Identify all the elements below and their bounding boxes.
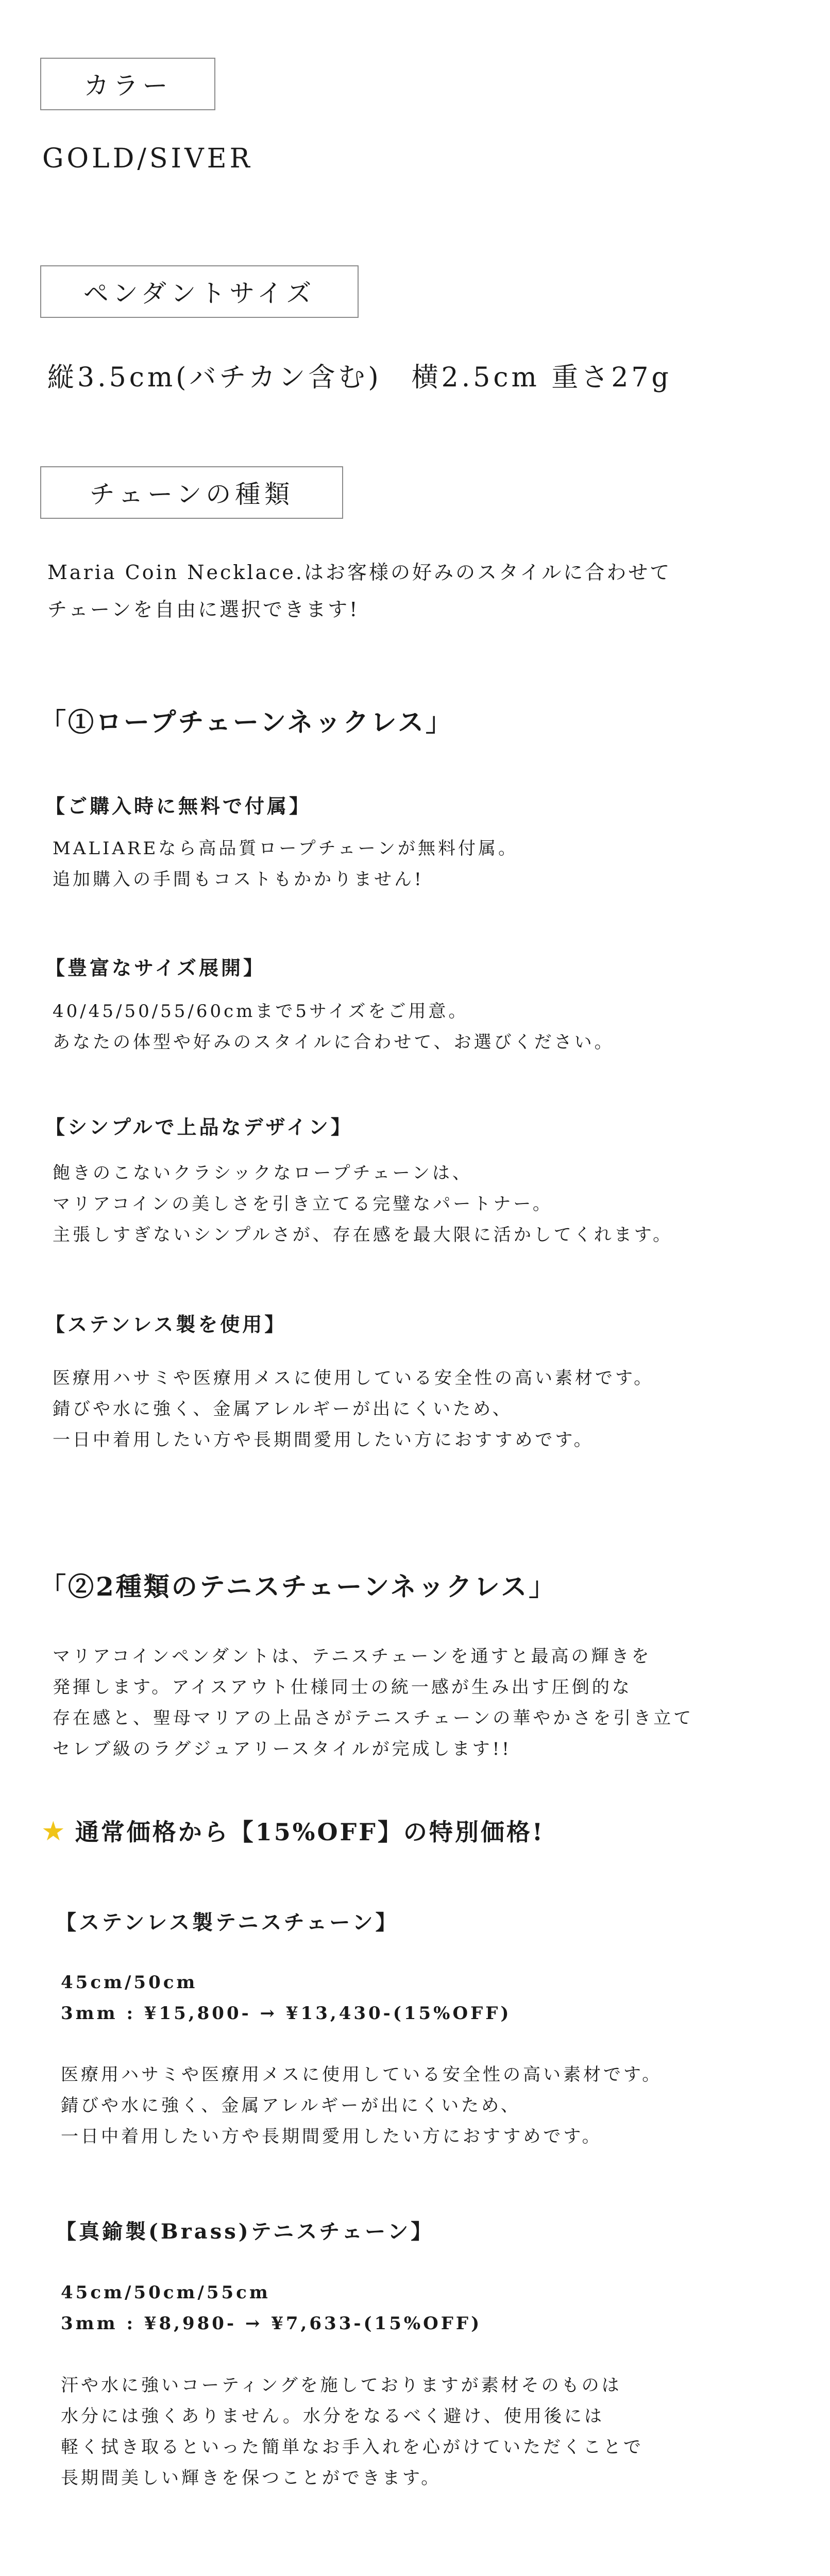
brass-body [61, 2370, 643, 2494]
feature-body [53, 1158, 673, 1250]
feature-line: あなたの体型や好みのスタイルに合わせて、お選びください。 [53, 1032, 615, 1053]
tennis-intro [53, 1641, 693, 1765]
feature-heading: 【豊富なサイズ展開】 [45, 956, 265, 979]
feature-line: マリアコインの美しさを引き立てる完璧なパートナー。 [53, 1194, 553, 1214]
brass-price: 3mm : ¥8,980- → ¥7,633-(15%OFF) [61, 2313, 482, 2334]
feature-body [53, 996, 615, 1058]
chain-label-text: チェーンの種類 [89, 480, 294, 509]
tennis-chain-title: 「②2種類のテニスチェーンネックレス」 [40, 1571, 557, 1602]
chain-section-label [40, 466, 343, 519]
stainless-line: 医療用ハサミや医療用メスに使用している安全性の高い素材です。 [61, 2064, 663, 2085]
stainless-body [61, 2059, 662, 2152]
color-label-text: カラー [83, 71, 172, 100]
feature-body [53, 1363, 654, 1455]
feature-heading: 【シンプルで上品なデザイン】 [45, 1115, 353, 1139]
tennis-intro-line: マリアコインペンダントは、テニスチェーンを通すと最高の輝きを [53, 1646, 652, 1667]
brass-sizes: 45cm/50cm/55cm [61, 2282, 270, 2303]
tennis-intro-line: セレブ級のラグジュアリースタイルが完成します!! [53, 1739, 512, 1759]
price-banner-text: 通常価格から【15%OFF】の特別価格! [75, 1818, 545, 1846]
feature-line: 一日中着用したい方や長期間愛用したい方におすすめです。 [53, 1430, 594, 1450]
color-value: GOLD/SIVER [42, 143, 253, 174]
feature-body [53, 833, 518, 895]
size-section-label [40, 265, 359, 318]
size-value: 縦3.5cm(バチカン含む) 横2.5cm 重さ27g [47, 362, 672, 393]
feature-line: 40/45/50/55/60cmまで5サイズをご用意。 [53, 1001, 469, 1022]
chain-intro-line: Maria Coin Necklace.はお客様の好みのスタイルに合わせて [47, 561, 672, 584]
size-label-text: ペンダントサイズ [83, 279, 316, 308]
stainless-sizes: 45cm/50cm [61, 1972, 198, 1993]
brass-line: 軽く拭き取るといった簡単なお手入れを心がけていただくことで [61, 2437, 643, 2458]
star-icon: ★ [41, 1816, 65, 1847]
feature-heading: 【ステンレス製を使用】 [45, 1313, 287, 1336]
brass-heading: 【真鍮製(Brass)テニスチェーン】 [56, 2219, 434, 2244]
feature-line: 飽きのこないクラシックなロープチェーンは、 [53, 1163, 472, 1183]
feature-line: MALIAREなら高品質ロープチェーンが無料付属。 [53, 838, 518, 859]
stainless-price: 3mm : ¥15,800- → ¥13,430-(15%OFF) [61, 2003, 512, 2024]
feature-line: 錆びや水に強く、金属アレルギーが出にくいため、 [53, 1399, 513, 1419]
feature-heading: 【ご購入時に無料で付属】 [45, 794, 312, 818]
stainless-spec [61, 1967, 511, 2029]
rope-chain-title: 「①ロープチェーンネックレス」 [40, 707, 453, 737]
tennis-intro-line: 発揮します。アイスアウト仕様同士の統一感が生み出す圧倒的な [53, 1677, 632, 1698]
feature-line: 医療用ハサミや医療用メスに使用している安全性の高い素材です。 [53, 1368, 654, 1388]
stainless-line: 錆びや水に強く、金属アレルギーが出にくいため、 [61, 2095, 521, 2116]
brass-spec [61, 2277, 482, 2339]
brass-line: 水分には強くありません。水分をなるべく避け、使用後には [61, 2406, 605, 2427]
brass-line: 汗や水に強いコーティングを施しておりますが素材そのものは [61, 2375, 622, 2396]
stainless-heading: 【ステンレス製テニスチェーン】 [56, 1910, 399, 1935]
chain-intro-line: チェーンを自由に選択できます! [47, 598, 360, 621]
price-banner [41, 1814, 545, 1848]
chain-intro [47, 554, 671, 628]
feature-line: 追加購入の手間もコストもかかりません! [53, 869, 424, 890]
tennis-intro-line: 存在感と、聖母マリアの上品さがテニスチェーンの華やかさを引き立て [53, 1708, 694, 1728]
color-section-label [40, 58, 215, 110]
stainless-line: 一日中着用したい方や長期間愛用したい方におすすめです。 [61, 2126, 602, 2147]
feature-line: 主張しすぎないシンプルさが、存在感を最大限に活かしてくれます。 [53, 1225, 673, 1245]
brass-line: 長期間美しい輝きを保つことができます。 [61, 2468, 442, 2488]
